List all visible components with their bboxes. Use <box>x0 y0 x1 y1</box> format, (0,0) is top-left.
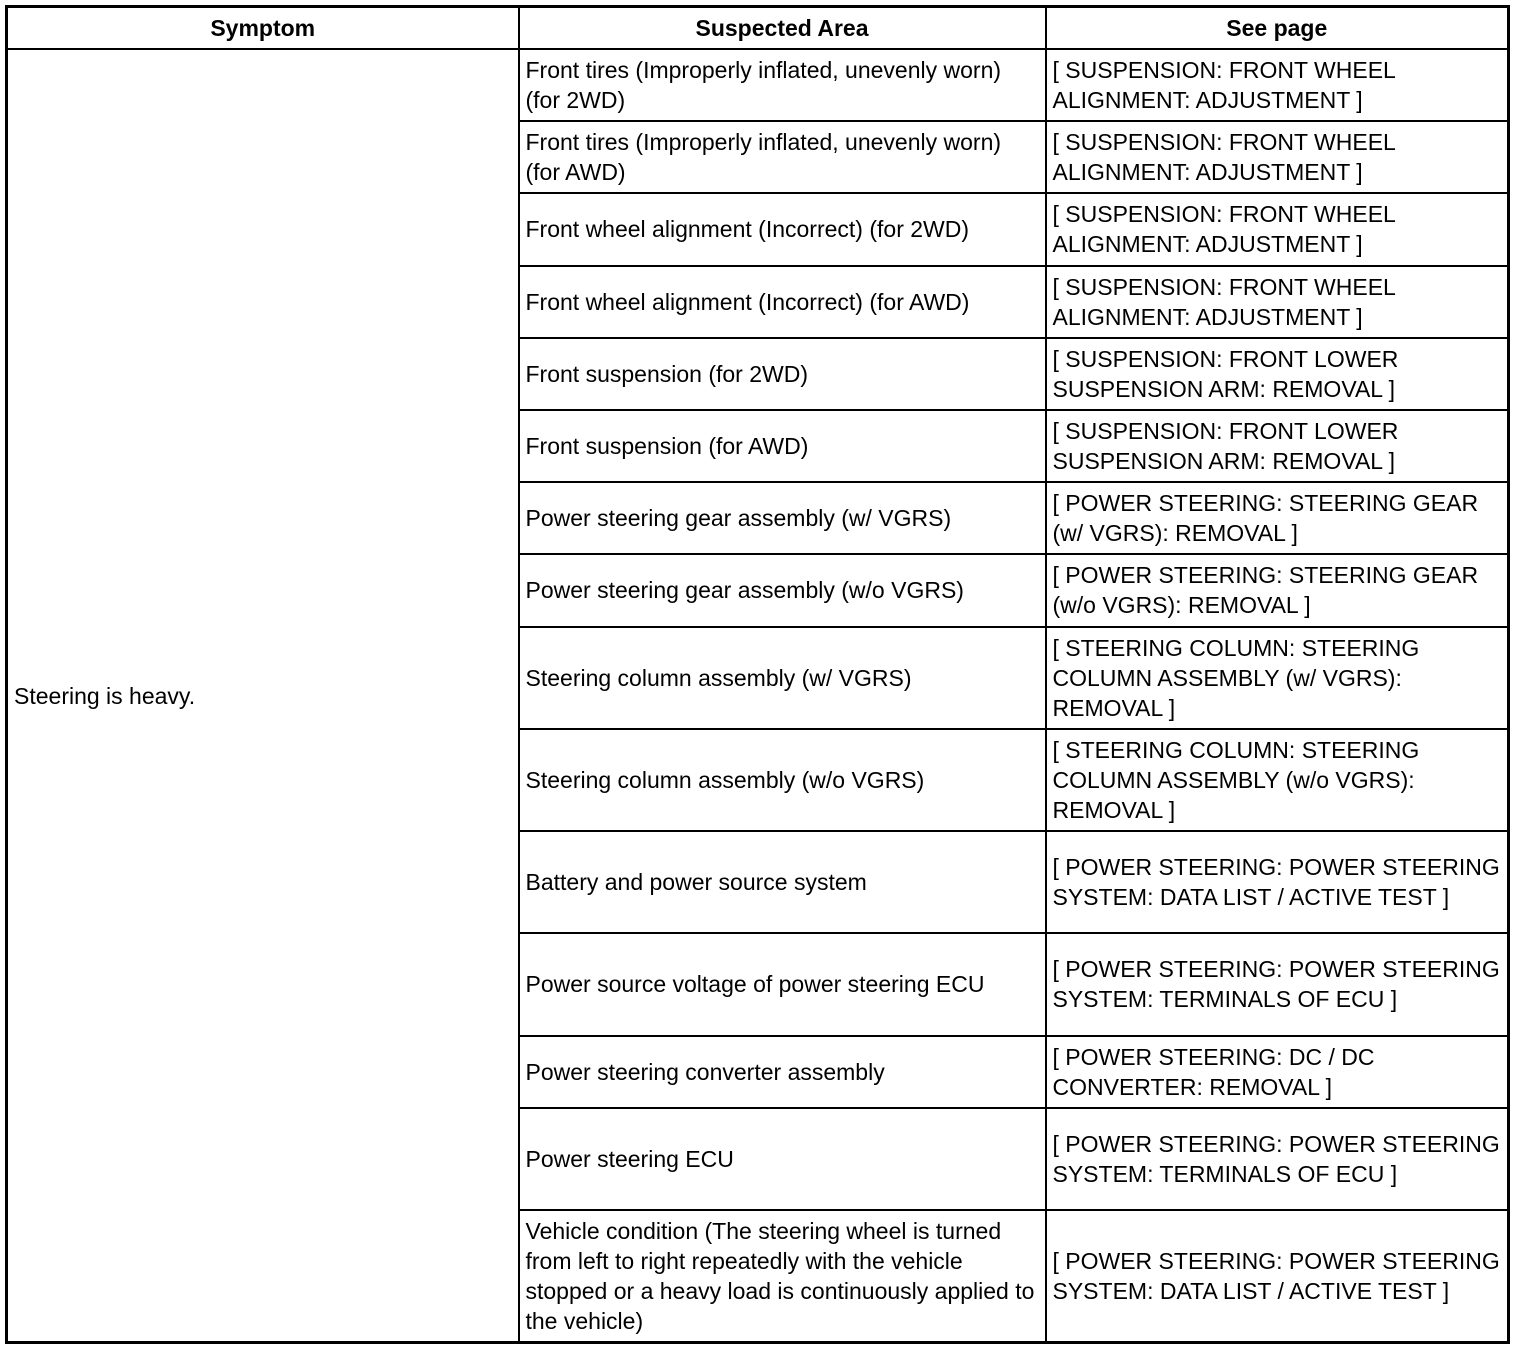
suspected-area-cell: Power source voltage of power steering ECU <box>519 933 1046 1035</box>
see-page-cell: [ SUSPENSION: FRONT LOWER SUSPENSION ARM: REMOVAL ] <box>1046 410 1509 482</box>
see-page-cell: [ POWER STEERING: POWER STEERING SYSTEM: TERMINALS OF ECU ] <box>1046 1108 1509 1210</box>
suspected-area-cell: Power steering gear assembly (w/o VGRS) <box>519 554 1046 626</box>
header-see-page: See page <box>1046 7 1509 50</box>
suspected-area-cell: Front tires (Improperly inflated, unevenly worn) (for AWD) <box>519 121 1046 193</box>
suspected-area-cell: Steering column assembly (w/ VGRS) <box>519 627 1046 729</box>
see-page-cell: [ SUSPENSION: FRONT WHEEL ALIGNMENT: ADJUSTMENT ] <box>1046 193 1509 265</box>
see-page-cell: [ SUSPENSION: FRONT WHEEL ALIGNMENT: ADJUSTMENT ] <box>1046 266 1509 338</box>
see-page-cell: [ POWER STEERING: POWER STEERING SYSTEM: TERMINALS OF ECU ] <box>1046 933 1509 1035</box>
header-symptom: Symptom <box>7 7 519 50</box>
header-suspected-area: Suspected Area <box>519 7 1046 50</box>
see-page-cell: [ SUSPENSION: FRONT WHEEL ALIGNMENT: ADJUSTMENT ] <box>1046 121 1509 193</box>
table-row <box>7 49 1509 121</box>
suspected-area-cell: Power steering gear assembly (w/ VGRS) <box>519 482 1046 554</box>
suspected-area-cell: Power steering converter assembly <box>519 1036 1046 1108</box>
suspected-area-cell: Power steering ECU <box>519 1108 1046 1210</box>
suspected-area-cell: Front wheel alignment (Incorrect) (for 2WD) <box>519 193 1046 265</box>
see-page-cell: [ POWER STEERING: POWER STEERING SYSTEM: DATA LIST / ACTIVE TEST ] <box>1046 831 1509 933</box>
suspected-area-cell: Vehicle condition (The steering wheel is turned from left to right repeatedly with the vehicle stopped or a heavy load is continuously applied to the vehicle) <box>519 1210 1046 1342</box>
see-page-cell: [ SUSPENSION: FRONT WHEEL ALIGNMENT: ADJUSTMENT ] <box>1046 49 1509 121</box>
suspected-area-cell: Front wheel alignment (Incorrect) (for AWD) <box>519 266 1046 338</box>
suspected-area-cell: Steering column assembly (w/o VGRS) <box>519 729 1046 831</box>
suspected-area-cell: Front suspension (for AWD) <box>519 410 1046 482</box>
see-page-cell: [ POWER STEERING: POWER STEERING SYSTEM: DATA LIST / ACTIVE TEST ] <box>1046 1210 1509 1342</box>
see-page-cell: [ POWER STEERING: STEERING GEAR (w/o VGRS): REMOVAL ] <box>1046 554 1509 626</box>
see-page-cell: [ SUSPENSION: FRONT LOWER SUSPENSION ARM: REMOVAL ] <box>1046 338 1509 410</box>
suspected-area-cell: Front tires (Improperly inflated, unevenly worn) (for 2WD) <box>519 49 1046 121</box>
symptom-cell: Steering is heavy. <box>7 49 519 1343</box>
diagnosis-table <box>5 5 1510 1344</box>
see-page-cell: [ STEERING COLUMN: STEERING COLUMN ASSEMBLY (w/ VGRS): REMOVAL ] <box>1046 627 1509 729</box>
see-page-cell: [ POWER STEERING: DC / DC CONVERTER: REMOVAL ] <box>1046 1036 1509 1108</box>
header-row <box>7 7 1509 50</box>
see-page-cell: [ STEERING COLUMN: STEERING COLUMN ASSEMBLY (w/o VGRS): REMOVAL ] <box>1046 729 1509 831</box>
suspected-area-cell: Front suspension (for 2WD) <box>519 338 1046 410</box>
see-page-cell: [ POWER STEERING: STEERING GEAR (w/ VGRS): REMOVAL ] <box>1046 482 1509 554</box>
suspected-area-cell: Battery and power source system <box>519 831 1046 933</box>
